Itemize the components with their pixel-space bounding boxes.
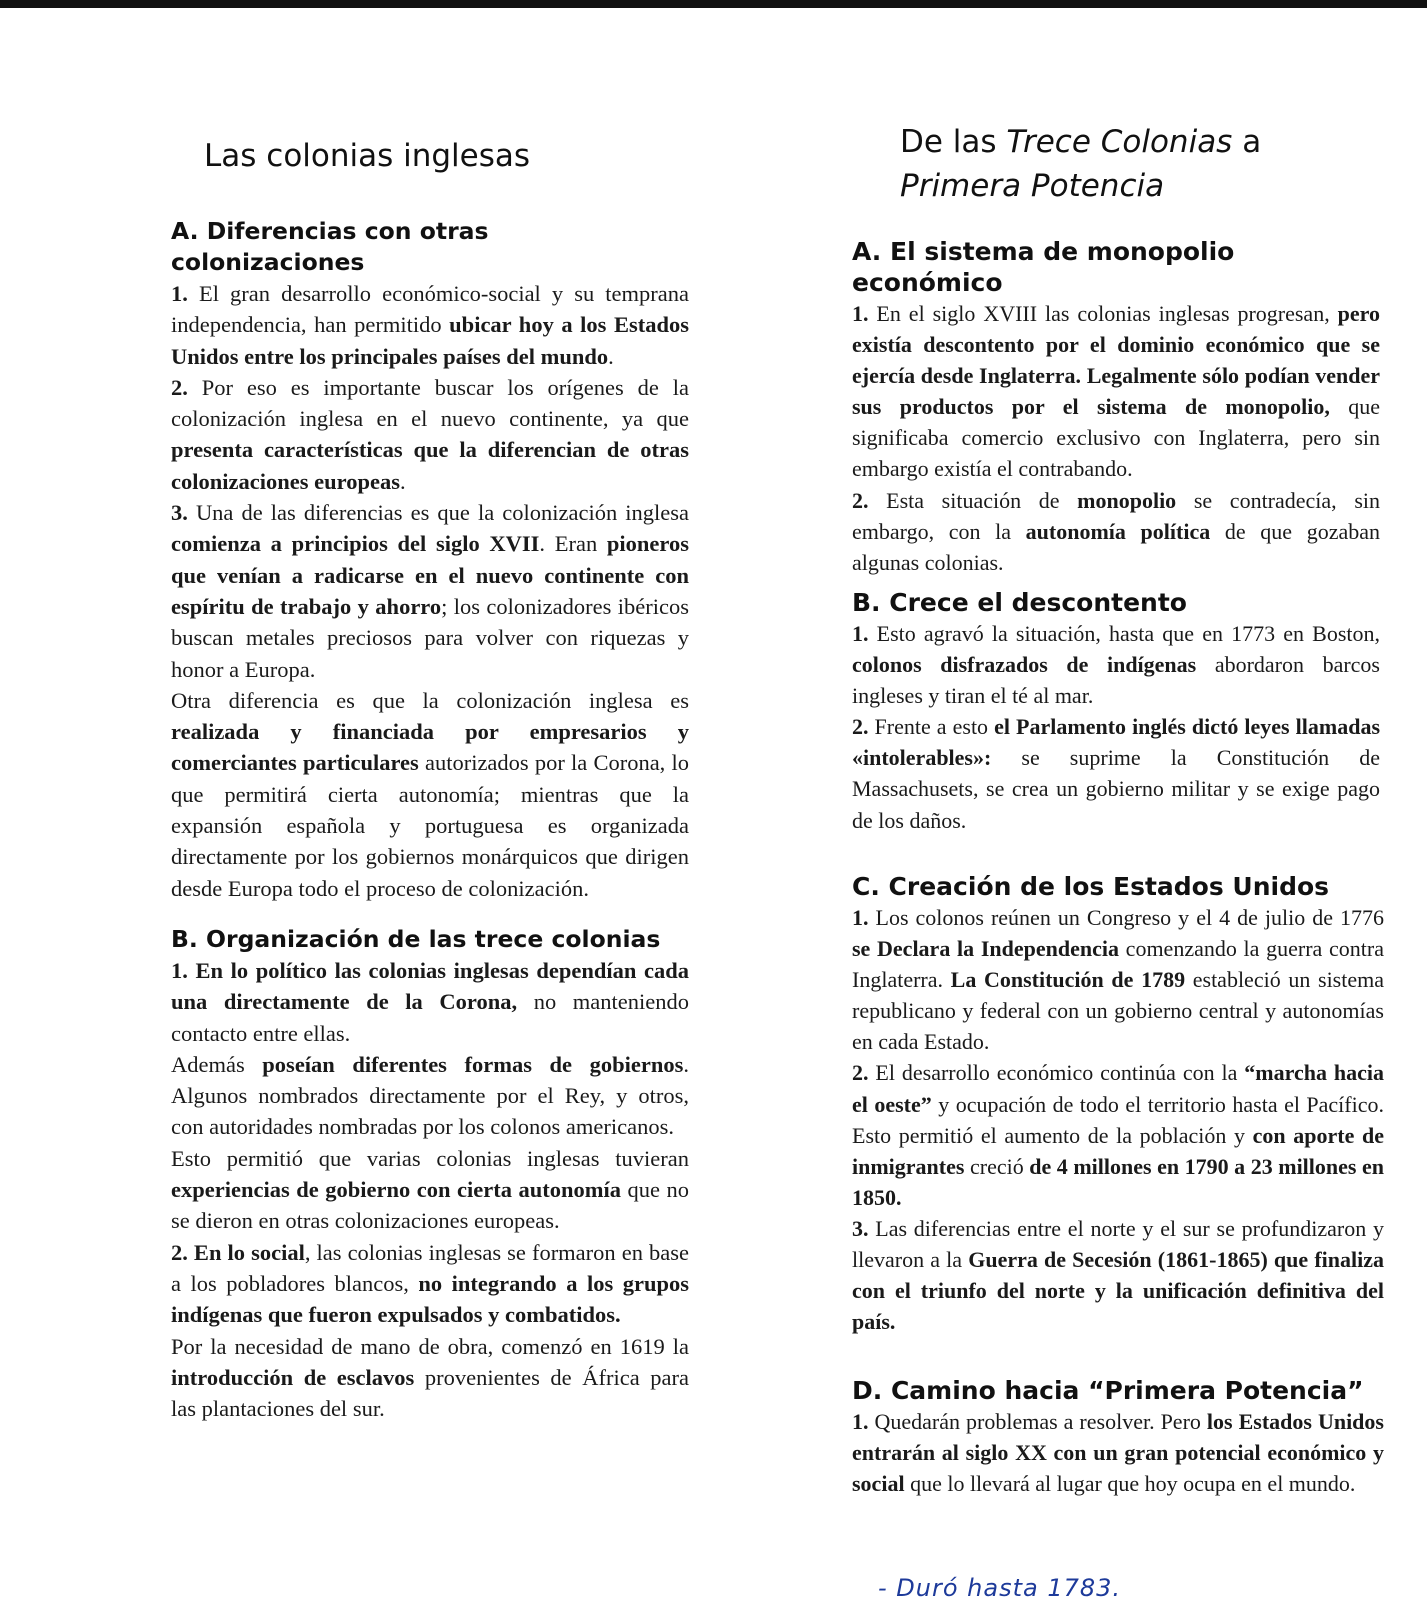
text-run: que no se dieron en otras colonizaciones europeas. <box>171 1177 689 1234</box>
bold-text-run: el Parlamento inglés dictó leyes llamadas «intolerables»: <box>852 714 1381 771</box>
text-run: Esto permitió que varias colonias inglesas tuvieran <box>171 1145 689 1171</box>
right-section-b <box>852 587 1380 836</box>
left-section-b <box>171 924 689 1424</box>
left-a-paragraph-3 <box>171 497 689 685</box>
text-run: . Eran <box>539 531 607 557</box>
bold-text-run: 2. <box>852 714 869 740</box>
text-run: comenzando la guerra contra Inglaterra. <box>852 936 1384 993</box>
bold-text-run: no integrando a los grupos indígenas que fueron expulsados y combatidos. <box>171 1270 689 1328</box>
bold-text-run: comienza a principios del siglo XVII <box>171 531 540 557</box>
text-run: Las diferencias entre el norte y el sur se profundizaron y llevaron a la <box>852 1215 1384 1273</box>
text-run: creció <box>964 1153 1030 1179</box>
text-run: estableció un sistema republicano y federal con un gobierno central y autonomías en cada Estado. <box>852 967 1384 1055</box>
bold-text-run: 1. En lo político las colonias inglesas dependían cada una directamente de la Corona, <box>171 958 689 1015</box>
right-title-part2: a <box>1232 124 1262 160</box>
text-run: autorizados por la Corona, lo que permitirá cierta autonomía; mientras que la expansión española y portuguesa es organizada directamente por los gobiernos monárquicos que dirigen desde Europa todo el proceso de colonización. <box>171 750 689 901</box>
bold-text-run: 1. <box>171 281 188 306</box>
bold-text-run: los Estados Unidos entrarán al siglo XX con un gran potencial económico y social <box>852 1409 1384 1497</box>
left-a-paragraph-1 <box>171 278 689 372</box>
right-a-paragraph-2 <box>852 485 1380 578</box>
bold-text-run: 2. <box>852 1060 869 1086</box>
right-title-italic1: Trece Colonias <box>1006 124 1233 160</box>
right-title-italic2: Primera Potencia <box>900 168 1165 204</box>
text-run: de que gozaban algunas colonias. <box>852 518 1381 575</box>
bold-text-run: 1. <box>852 1409 869 1434</box>
right-b-paragraph-1 <box>852 618 1380 711</box>
bold-text-run: presenta características que la diferencian de otras colonizaciones europeas <box>171 437 689 494</box>
text-run: Esto agravó la situación, hasta que en 1773 en Boston, <box>868 621 1380 646</box>
bold-text-run: se Declara la Independencia <box>852 936 1119 962</box>
text-run: El desarrollo económico continúa con la <box>868 1060 1245 1086</box>
handwritten-note: - Duró hasta 1783. <box>878 1574 1122 1602</box>
text-run: no manteniendo contacto entre ellas. <box>171 989 690 1046</box>
right-title-part1: De las <box>900 124 1007 160</box>
bold-text-run: realizada y financiada por empresarios y comerciantes particulares <box>171 719 689 776</box>
bold-text-run: experiencias de gobierno con cierta autonomía <box>171 1177 621 1203</box>
text-run: se suprime la Constitución de Massachusets, se crea un gobierno militar y se exige pago de los daños. <box>852 745 1380 833</box>
right-section-c-heading: C. Creación de los Estados Unidos <box>852 872 1330 901</box>
right-section-c <box>852 871 1384 1337</box>
bold-text-run: introducción de esclavos <box>171 1364 415 1390</box>
text-run: Una de las diferencias es que la colonización inglesa <box>187 500 689 526</box>
right-a-paragraph-1 <box>852 298 1380 485</box>
bold-text-run: La Constitución de 1789 <box>950 967 1186 993</box>
bold-text-run: Guerra de Secesión (1861-1865) que finaliza con el triunfo del norte y la unificación definitiva del país. <box>852 1247 1384 1335</box>
bold-text-run: de 4 millones en 1790 a 23 millones en 1850. <box>852 1153 1385 1210</box>
text-run: se contradecía, sin embargo, con la <box>852 487 1380 544</box>
bold-text-run: 2. <box>852 487 869 513</box>
text-run: Por la necesidad de mano de obra, comenzó en 1619 la <box>171 1333 689 1359</box>
left-title: Las colonias inglesas <box>204 138 531 174</box>
bold-text-run: 2. En lo social <box>171 1239 305 1265</box>
text-run: que significaba comercio exclusivo con Inglaterra, pero sin embargo existía el contrabando. <box>852 394 1380 482</box>
left-a-paragraph-2 <box>171 372 689 497</box>
text-run: Además <box>171 1051 263 1077</box>
left-b-paragraph-1 <box>171 955 689 1049</box>
bold-text-run: monopolio <box>1077 487 1177 513</box>
right-section-d-heading: D. Camino hacia “Primera Potencia” <box>852 1376 1364 1405</box>
text-run: , las colonias inglesas se formaron en base a los pobladores blancos, <box>171 1239 689 1296</box>
text-run: Frente a esto <box>868 714 995 740</box>
text-run: que lo llevará al lugar que hoy ocupa en el mundo. <box>904 1471 1356 1497</box>
text-run: Esta situación de <box>868 487 1078 513</box>
text-run: Por eso es importante buscar los orígenes de la colonización inglesa en el nuevo continente, ya que <box>171 374 689 432</box>
bold-text-run: pioneros que venían a radicarse en el nuevo continente con espíritu de trabajo y ahorro <box>171 531 689 619</box>
left-b-paragraph-5 <box>171 1331 689 1425</box>
left-b-paragraph-4 <box>171 1237 689 1331</box>
left-section-a-heading: A. Diferencias con otras colonizaciones <box>171 217 489 276</box>
bold-text-run: colonos disfrazados de indígenas <box>852 652 1197 678</box>
text-run: Los colonos reúnen un Congreso y el 4 de julio de 1776 <box>868 905 1384 930</box>
bold-text-run: 3. <box>171 500 188 526</box>
right-d-paragraph-1 <box>852 1406 1384 1499</box>
text-run: . Algunos nombrados directamente por el Rey, y otros, con autoridades nombradas por los colonos americanos. <box>171 1051 689 1140</box>
text-run: provenientes de África para las plantaciones del sur. <box>171 1364 690 1422</box>
text-run: . <box>399 468 406 494</box>
left-section-a <box>171 216 689 904</box>
bold-text-run: ubicar hoy a los Estados Unidos entre los principales países del mundo <box>171 312 689 369</box>
bold-text-run: 3. <box>852 1215 869 1241</box>
left-b-paragraph-2 <box>171 1049 689 1143</box>
right-title <box>900 120 1380 208</box>
bold-text-run: 2. <box>171 374 188 400</box>
bold-text-run: poseían diferentes formas de gobiernos <box>262 1051 684 1077</box>
text-run: El gran desarrollo económico-social y su temprana independencia, han permitido <box>171 281 689 338</box>
right-c-paragraph-2 <box>852 1057 1384 1212</box>
right-section-a <box>852 236 1380 578</box>
bold-text-run: con aporte de inmigrantes <box>852 1122 1384 1179</box>
right-c-paragraph-3 <box>852 1213 1384 1337</box>
bold-text-run: 1. <box>852 301 869 326</box>
text-run: . <box>608 343 614 369</box>
right-c-paragraph-1 <box>852 902 1384 1057</box>
text-run: abordaron barcos ingleses y tiran el té al mar. <box>852 652 1380 709</box>
bold-text-run: 1. <box>852 621 869 646</box>
bold-text-run: 1. <box>852 905 869 930</box>
text-run: ; los colonizadores ibéricos buscan metales preciosos para volver con riquezas y honor a Europa. <box>171 593 689 682</box>
left-section-b-heading: B. Organización de las trece colonias <box>171 925 661 953</box>
bold-text-run: “marcha hacia el oeste” <box>852 1060 1384 1117</box>
left-b-paragraph-3 <box>171 1143 689 1237</box>
left-a-paragraph-4 <box>171 685 689 904</box>
scan-top-border <box>0 0 1427 8</box>
right-section-b-heading: B. Crece el descontento <box>852 588 1187 617</box>
text-run: En el siglo XVIII las colonias inglesas progresan, <box>868 301 1338 326</box>
text-run: Otra diferencia es que la colonización inglesa es <box>171 687 689 713</box>
right-section-d <box>852 1375 1384 1499</box>
bold-text-run: autonomía política <box>1025 518 1211 544</box>
bold-text-run: pero existía descontento por el dominio económico que se ejercía desde Inglaterra. Legalmente sólo podían vender sus productos por el sistema de monopolio, <box>852 301 1380 420</box>
right-b-paragraph-2 <box>852 711 1380 835</box>
text-run: y ocupación de todo el territorio hasta el Pacífico. Esto permitió el aumento de la población y <box>852 1091 1384 1148</box>
text-run: Quedarán problemas a resolver. Pero <box>868 1409 1207 1434</box>
right-section-a-heading: A. El sistema de monopolio económico <box>852 237 1235 297</box>
